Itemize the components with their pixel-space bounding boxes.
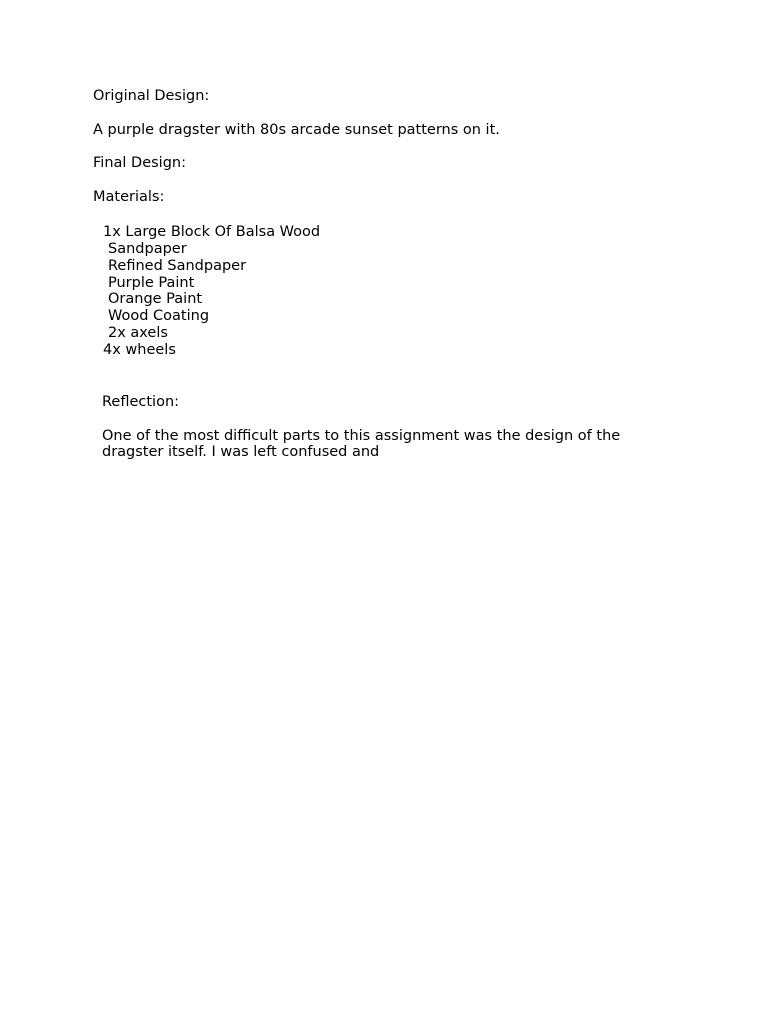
original-design-heading: Original Design: [93,88,210,104]
final-design-heading: Final Design: [93,155,186,171]
materials-heading: Materials: [93,189,165,205]
reflection-text-line-1: One of the most difficult parts to this assignment was the design of the [102,428,621,444]
reflection-text-line-2: dragster itself. I was left confused and [102,444,380,460]
list-item: Purple Paint [108,275,195,291]
list-item: Wood Coating [108,308,210,324]
list-item: 1x Large Block Of Balsa Wood [103,224,321,240]
list-item: Sandpaper [108,241,187,257]
original-design-text: A purple dragster with 80s arcade sunset patterns on it. [93,122,500,138]
list-item: 2x axels [108,325,168,341]
list-item: Orange Paint [108,291,203,307]
list-item: 4x wheels [103,342,176,358]
list-item: Refined Sandpaper [108,258,247,274]
reflection-heading: Reflection: [102,394,180,410]
